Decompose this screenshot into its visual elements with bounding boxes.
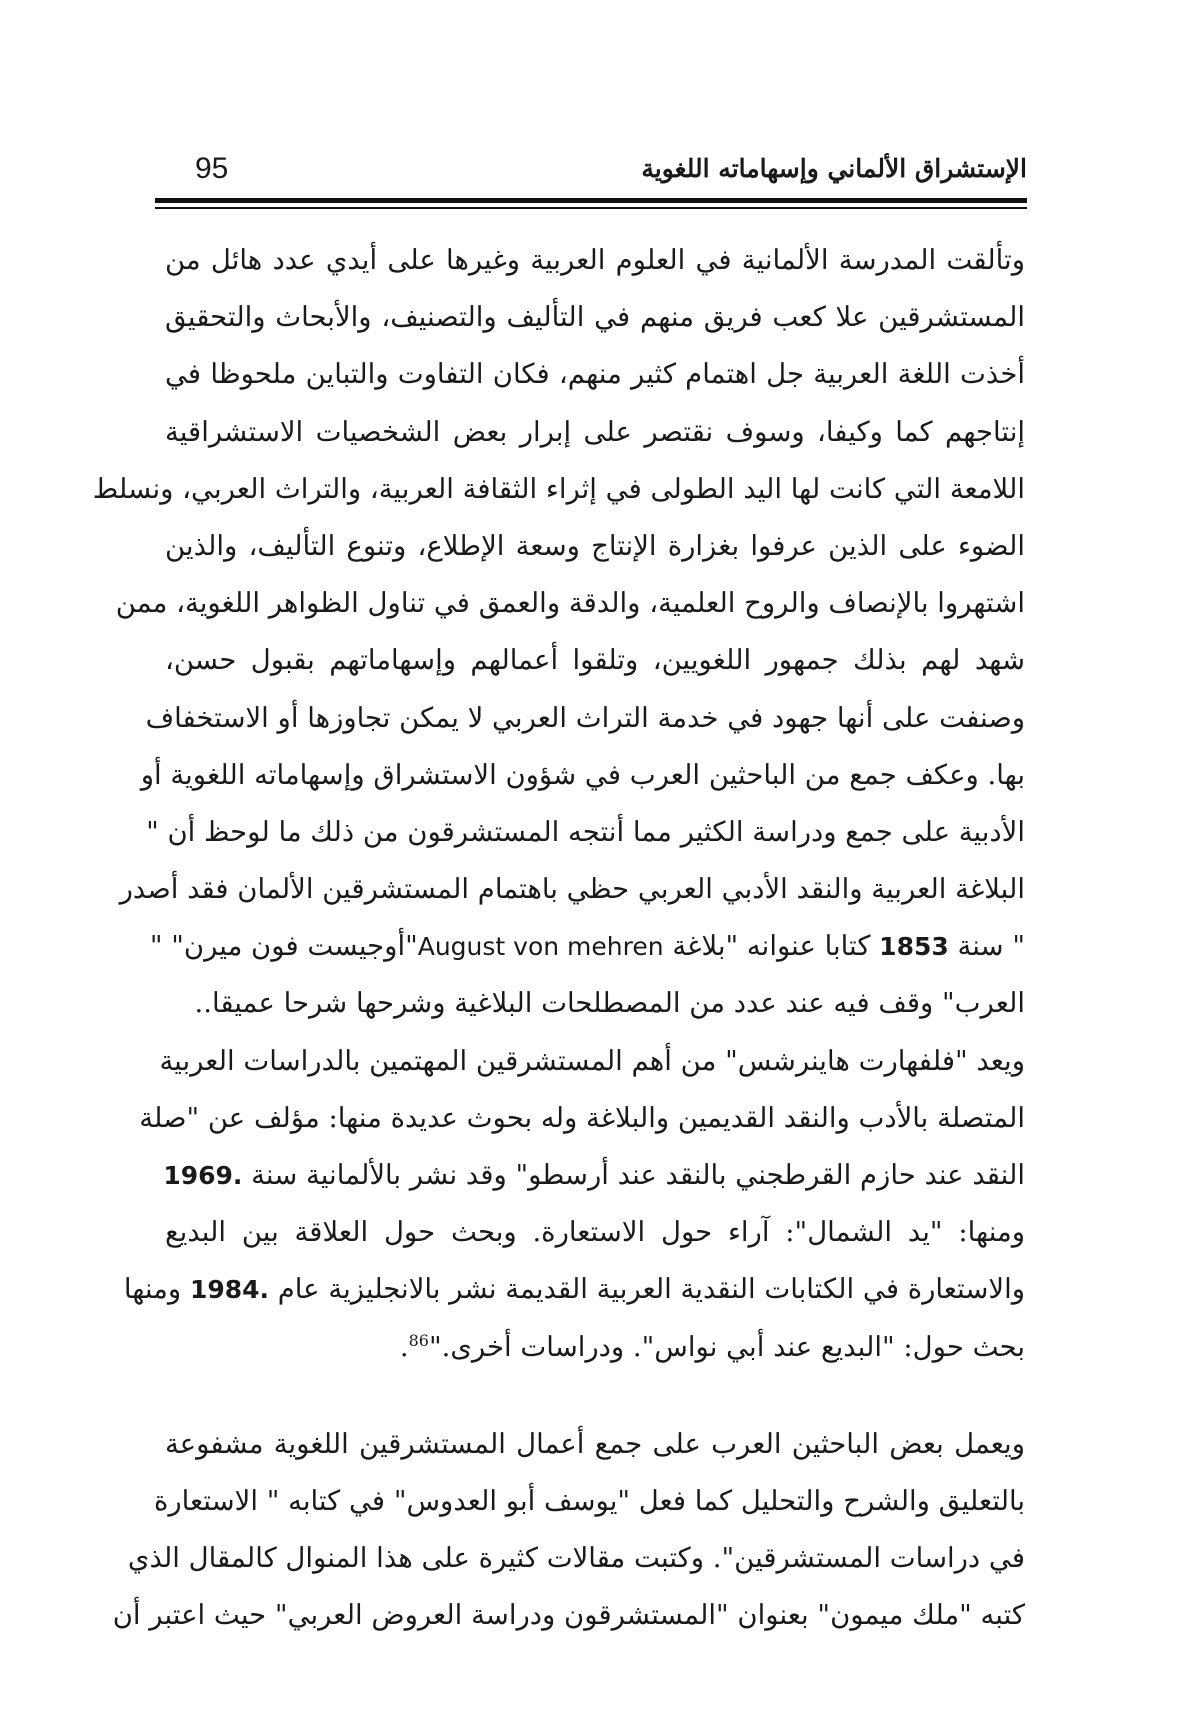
latin-name: August von mehren <box>417 932 664 962</box>
text-line: ويعد "فلفهارت هاينرشس" من أهم المستشرقين المهتمين بالدراسات العربية <box>159 1044 1025 1077</box>
text-line: كتبه "ملك ميمون" بعنوان "المستشرقون ودراسة العروض العربي" حيث اعتبر أن <box>112 1599 1025 1632</box>
body-text <box>92 232 1025 1645</box>
text-line-mixed <box>149 918 1025 975</box>
text-line: البلاغة العربية والنقد الأدبي العربي حظي باهتمام المستشرقين الألمان فقد أصدر <box>119 873 1025 906</box>
line-segment: " سنة <box>957 930 1025 963</box>
header-rule-thin <box>155 207 1027 209</box>
text-line: وتألقت المدرسة الألمانية في العلوم العربية وغيرها على أيدي عدد هائل من <box>165 244 1025 276</box>
text-line-mixed <box>165 1319 1025 1376</box>
paragraph-gap <box>165 1376 1025 1416</box>
line-segment: النقد عند حازم القرطجني بالنقد عند أرسطو" وقد نشر بالألمانية سنة <box>251 1159 1025 1191</box>
text-line: إنتاجهم كما وكيفا، وسوف نقتصر على إبرار بعض الشخصيات الاستشراقية <box>165 415 1025 448</box>
year-1853: 1853 <box>879 932 949 962</box>
text-line: ومنها: "يد الشمال": آراء حول الاستعارة. وبحث حول العلاقة بين البديع <box>165 1216 1025 1249</box>
line-segment: والاستعارة في الكتابات النقدية العربية القديمة نشر بالانجليزية عام <box>277 1273 1025 1306</box>
text-line: المستشرقين علا كعب فريق منهم في التأليف والتصنيف، والأبحاث والتحقيق <box>165 301 1025 334</box>
text-line-mixed <box>165 1147 1025 1204</box>
year-1969: 1969. <box>163 1161 243 1190</box>
text-line: العرب" وقف فيه عند عدد من المصطلحات البلاغية وشرحها شرحا عميقا.. <box>194 987 1025 1020</box>
text-line: بها. وعكف جمع من الباحثين العرب في شؤون الاستشراق وإسهاماته اللغوية أو <box>140 758 1025 791</box>
text-line: الأدبية على جمع ودراسة الكثير مما أنتجه المستشرقون من ذلك ما لوحظ أن " <box>146 815 1025 848</box>
text-line: اللامعة التي كانت لها اليد الطولى في إثراء الثقافة العربية، والتراث العربي، ونسلط <box>92 472 1025 505</box>
line-segment: كتابا عنوانه "بلاغة <box>672 930 871 963</box>
text-line: المتصلة بالأدب والنقد القديمين والبلاغة وله بحوث عديدة منها: مؤلف عن "صلة <box>139 1101 1025 1134</box>
text-line: ويعمل بعض الباحثين العرب على جمع أعمال المستشرقين اللغوية مشفوعة <box>165 1427 1025 1460</box>
paragraph-1 <box>92 232 1025 1376</box>
paragraph-2 <box>112 1416 1025 1645</box>
line-segment: "أوجيست فون ميرن" " <box>149 930 418 963</box>
header-rule-thick <box>155 198 1027 203</box>
text-line: شهد لهم بذلك جمهور اللغويين، وتلقوا أعمالهم وإسهاماتهم بقبول حسن، <box>165 644 1025 677</box>
year-1984: 1984. <box>189 1275 270 1305</box>
line-segment: . <box>399 1330 409 1363</box>
page-number: 95 <box>195 152 229 185</box>
running-header <box>155 150 1027 200</box>
line-segment: ومنها <box>123 1273 182 1306</box>
text-line: الضوء على الذين عرفوا بغزارة الإنتاج وسعة الإطلاع، وتنوع التأليف، والذين <box>165 529 1025 562</box>
text-line: بالتعليق والشرح والتحليل كما فعل "يوسف أبو العدوس" في كتابه " الاستعارة <box>153 1484 1025 1517</box>
text-line-mixed <box>123 1261 1025 1318</box>
text-line: اشتهروا بالإنصاف والروح العلمية، والدقة والعمق في تناول الظواهر اللغوية، ممن <box>115 587 1025 620</box>
line-segment: بحث حول: "البديع عند أبي نواس". ودراسات أخرى." <box>428 1330 1025 1363</box>
text-line: أخذت اللغة العربية جل اهتمام كثير منهم، فكان التفاوت والتباين ملحوظا في <box>165 358 1025 391</box>
running-title: الإستشراق الألماني وإسهاماته اللغوية <box>641 154 1027 183</box>
footnote-reference: 86 <box>408 1330 429 1350</box>
text-line: وصنفت على أنها جهود في خدمة التراث العربي لا يمكن تجاوزها أو الاستخفاف <box>145 701 1025 734</box>
text-line: في دراسات المستشرقين". وكتبت مقالات كثيرة على هذا المنوال كالمقال الذي <box>127 1542 1025 1575</box>
